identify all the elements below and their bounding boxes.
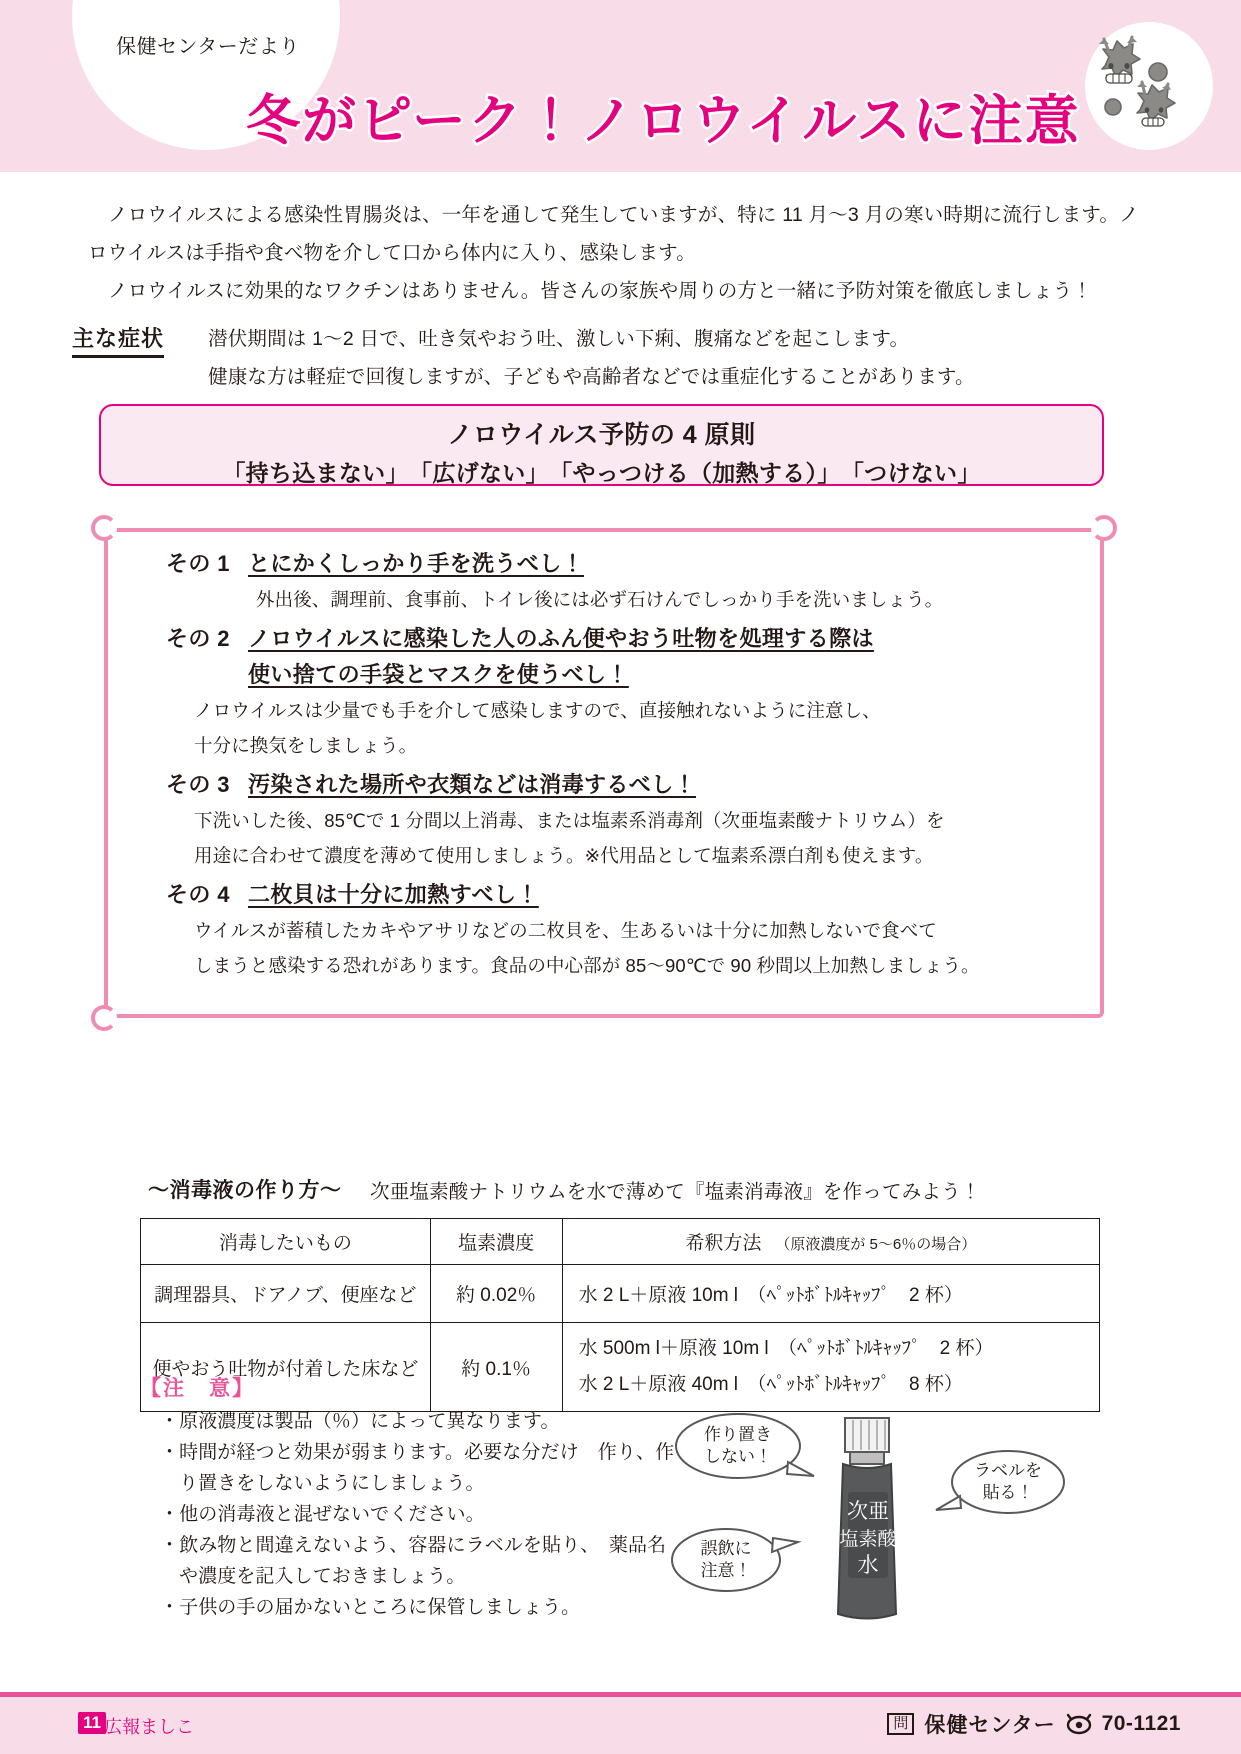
step-2-title: ノロウイルスに感染した人のふん便やおう吐物を処理する際は [248,626,874,651]
symptoms-line-1: 潜伏期間は 1〜2 日で、吐き気やおう吐、激しい下痢、腹痛などを起こします。 [208,328,910,350]
footer-page-number: 11 [78,1712,106,1734]
step-4-title: 二枚貝は十分に加熱すべし！ [248,882,539,907]
virus-mascot-icon [1085,22,1213,150]
caution-item: ・他の消毒液と混ぜないでください。 [160,1504,485,1525]
steps-list [166,546,1086,987]
recipe-title: 〜消毒液の作り方〜 [148,1179,342,1202]
step-4-body-line-1: ウイルスが蓄積したカキやアサリなどの二枚貝を、生あるいは十分に加熱しないで食べて [194,920,937,941]
bubble-tail-3-icon [772,1538,798,1552]
step-2-body-line-2: 十分に換気をしましょう。 [194,735,418,756]
step-2-number: その 2 [166,626,230,651]
intro-text [88,196,1158,310]
row-1-item: 調理器具、ドアノブ、便座など [141,1265,431,1323]
row-2-method [562,1323,1099,1412]
no-stockpile-bubble-line-1: 作り置き [704,1425,772,1444]
bubble-tail-1-icon [787,1462,814,1476]
bottle-illustration [660,1400,1080,1650]
table-header-method [562,1219,1099,1265]
step-4-number: その 4 [166,882,230,907]
spray-bottle-icon [838,1418,897,1619]
step-1-number: その 1 [166,551,230,576]
row-1-concentration: 約 0.02％ [430,1265,562,1323]
step-item-1 [166,546,1086,617]
row-1-method: 水 2 L＋原液 10m l （ﾍﾟｯﾄﾎﾞﾄﾙｷｬｯﾌﾟ 2 杯） [562,1265,1099,1323]
steps-scroll-frame [104,528,1104,1018]
bottle-label-line-3: 水 [857,1554,879,1577]
step-3-heading [166,767,1086,803]
step-3-title: 汚染された場所や衣類などは消毒するべし！ [248,772,697,797]
intro-paragraph-1: ノロウイルスによる感染性胃腸炎は、一年を通して発生していますが、特に 11 月〜3 月の寒い時期に流行します。ノロウイルスは手指や食べ物を介して口から体内に入り、感染します。 [88,204,1139,264]
footer-center-name: 保健センター [924,1714,1056,1737]
step-2-body-line-1: ノロウイルスは少量でも手を介して感染しますので、直接触れないように注意し、 [194,700,881,721]
footer-accent-bar [0,1692,1241,1697]
scroll-curl-bottom-left-icon [91,1005,117,1031]
principles-list: 「持ち込まない」 「広げない」 「やっつける（加熱する）」 「つけない」 [222,460,981,486]
no-drink-bubble-line-1: 誤飲に [700,1539,752,1558]
bottle-label-line-2: 塩素酸 [839,1529,897,1550]
label-bubble-line-2: 貼る！ [982,1483,1034,1502]
no-drink-bubble-line-2: 注意！ [700,1561,752,1580]
step-3-body-line-1: 下洗いした後、85℃で 1 分間以上消毒、または塩素系消毒剤（次亜塩素酸ナトリウム）を [194,810,945,831]
step-1-title: とにかくしっかり手を洗うべし！ [248,551,585,576]
step-item-3 [166,767,1086,873]
principles-heading: ノロウイルス予防の 4 原則 [447,421,756,449]
dilution-table [140,1218,1100,1412]
row-2-method-line-2: 水 2 L＋原液 40m l （ﾍﾟｯﾄﾎﾞﾄﾙｷｬｯﾌﾟ 8 杯） [578,1374,963,1395]
footer-page-label: 広報ましこ [104,1717,194,1737]
caution-item: ・飲み物と間違えないよう、容器にラベルを貼り、 薬品名や濃度を記入しておきましょう。 [160,1535,667,1587]
header-kicker: 保健センターだより [116,36,300,58]
scroll-curl-top-right-icon [1091,515,1117,541]
step-4-heading [166,877,1086,913]
table-header-row [141,1219,1100,1265]
table-header-method-note: （原液濃度が 5〜6％の場合） [775,1236,977,1253]
row-2-item: 便やおう吐物が付着した床など [141,1323,431,1412]
step-2-heading [166,621,1086,657]
footer-inquiry-tag: 問 [887,1713,914,1736]
table-row [141,1265,1100,1323]
bottle-label-line-1: 次亜 [847,1500,889,1523]
no-stockpile-bubble [676,1414,800,1478]
table-header-item: 消毒したいもの [141,1219,431,1265]
symptoms-line-2: 健康な方は軽症で回復しますが、子どもや高齢者などでは重症化することがあります。 [208,366,975,388]
caution-heading: 【注 意】 [140,1377,255,1400]
symptoms-section [72,320,1162,396]
page-header [0,0,1241,172]
step-item-2 [166,621,1086,763]
prevention-principles-box [99,404,1104,486]
step-4-body-line-2: しまうと感染する恐れがあります。食品の中心部が 85〜90℃で 90 秒間以上加熱しましょう。 [194,955,980,976]
row-2-concentration: 約 0.1％ [430,1323,562,1412]
footer-contact [887,1709,1181,1739]
row-2-method-line-1: 水 500m l＋原液 10m l （ﾍﾟｯﾄﾎﾞﾄﾙｷｬｯﾌﾟ 2 杯） [578,1338,994,1359]
label-bubble-line-1: ラベルを [974,1461,1042,1480]
intro-paragraph-2: ノロウイルスに効果的なワクチンはありません。皆さんの家族や周りの方と一緒に予防対策を徹底しましょう！ [108,280,1093,302]
recipe-subtitle: 次亜塩素酸ナトリウムを水で薄めて『塩素消毒液』を作ってみよう！ [370,1181,981,1203]
step-3-body-line-2: 用途に合わせて濃度を薄めて使用しましょう。※代用品として塩素系漂白剤も使えます。 [194,845,934,866]
no-stockpile-bubble-line-2: しない！ [704,1447,772,1466]
step-2-heading-line-2 [248,657,1086,693]
step-item-4 [166,877,1086,983]
caution-item: ・原液濃度は製品（％）によって異なります。 [160,1411,560,1432]
table-header-method-label: 希釈方法 [685,1233,762,1254]
page-footer [0,1692,1241,1754]
symptoms-label: 主な症状 [72,322,164,358]
footer-phone-number: 70-1121 [1101,1712,1181,1735]
step-1-body-line-1: 外出後、調理前、食事前、トイレ後には必ず石けんでしっかり手を洗いましょう。 [256,589,944,610]
step-3-number: その 3 [166,772,230,797]
table-header-concentration: 塩素濃度 [430,1219,562,1265]
table-row [141,1323,1100,1412]
step-1-heading [166,546,1086,582]
caution-item: ・時間が経つと効果が弱まります。必要な分だけ 作り、作り置きをしないようにしましょう。 [160,1442,675,1494]
page-title: 冬がピーク！ノロウイルスに注意 [246,91,1081,151]
caution-item: ・子供の手の届かないところに保管しましょう。 [160,1597,581,1618]
scroll-curl-top-left-icon [91,515,117,541]
caution-list [160,1406,680,1623]
bubble-tail-2-icon [936,1496,961,1510]
telephone-icon [1066,1713,1092,1735]
step-2-title-2: 使い捨ての手袋とマスクを使うべし！ [248,662,629,687]
